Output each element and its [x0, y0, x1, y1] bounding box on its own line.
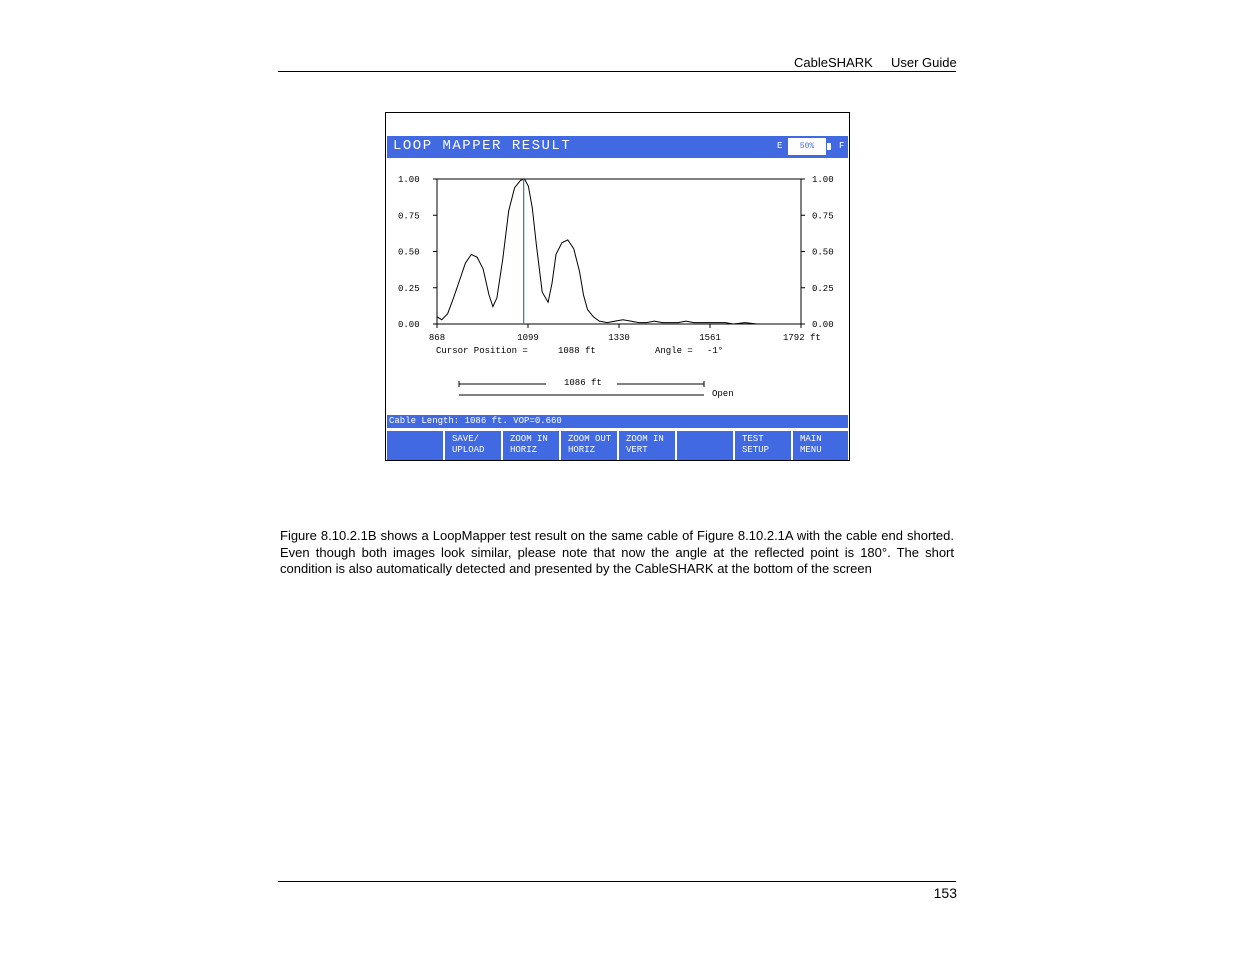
- cable-length-diagram: [386, 373, 849, 403]
- angle-value: -1°: [707, 346, 724, 356]
- zoom-out-horiz-button[interactable]: ZOOM OUT HORIZ: [561, 431, 617, 460]
- screen-title: LOOP MAPPER RESULT: [393, 138, 572, 154]
- y-tick-label-right: 0.25: [812, 283, 834, 294]
- test-setup-button[interactable]: TEST SETUP: [735, 431, 791, 460]
- y-tick-label-left: 0.25: [398, 283, 420, 294]
- zoom-in-horiz-button[interactable]: ZOOM IN HORIZ: [503, 431, 559, 460]
- x-tick-label: 1330: [608, 333, 630, 343]
- reflection-trace: [437, 179, 801, 324]
- y-tick-label-left: 0.75: [398, 211, 420, 222]
- x-tick-label: 868: [428, 333, 446, 343]
- softkey-row: [386, 431, 849, 460]
- cable-length-marker: 1086 ft: [564, 378, 602, 388]
- battery-indicator: 50%: [788, 138, 826, 155]
- softkey-1[interactable]: [387, 431, 443, 460]
- x-tick-label: 1099: [517, 333, 539, 343]
- screen-title-bar: [387, 136, 848, 158]
- battery-tip: [827, 143, 831, 150]
- cursor-position-value: 1088 ft: [558, 346, 596, 356]
- main-menu-button[interactable]: MAIN MENU: [793, 431, 848, 460]
- softkey-6[interactable]: [677, 431, 733, 460]
- page-number: 153: [933, 885, 957, 901]
- termination-status: Open: [712, 389, 734, 399]
- save-upload-button[interactable]: SAVE/ UPLOAD: [445, 431, 501, 460]
- y-tick-label-right: 0.50: [812, 247, 834, 258]
- status-bar: Cable Length: 1086 ft. VOP=0.660: [387, 415, 848, 428]
- x-tick-label: 1561: [699, 333, 721, 343]
- y-tick-label-right: 0.00: [812, 320, 834, 330]
- header-rule: [278, 71, 956, 72]
- y-tick-label-left: 0.50: [398, 247, 420, 258]
- x-tick-label: 1792 ft: [783, 333, 821, 343]
- zoom-in-vert-button[interactable]: ZOOM IN VERT: [619, 431, 675, 460]
- y-tick-label-left: 1.00: [398, 175, 420, 185]
- angle-label: Angle =: [655, 346, 693, 356]
- header-product: CableSHARK: [794, 55, 873, 70]
- footer-rule: [278, 881, 956, 882]
- loop-mapper-chart: [386, 168, 849, 343]
- device-screen: [385, 112, 850, 461]
- y-tick-label-right: 0.75: [812, 211, 834, 222]
- figure-caption: Figure 8.10.2.1B shows a LoopMapper test result on the same cable of Figure 8.10.2.1A with the cable end shorted. Even though both images look similar, please note that now the angle at the reflected point is 180°. The short condition is also automatically detected and presented by the CableSHARK at the bottom of the screen: [280, 528, 954, 576]
- cursor-position-label: Cursor Position =: [436, 346, 528, 356]
- y-tick-label-left: 0.00: [398, 320, 420, 330]
- header-doc-title: User Guide: [891, 55, 957, 70]
- battery-empty-label: E: [777, 141, 783, 151]
- y-tick-label-right: 1.00: [812, 175, 834, 185]
- battery-full-label: F: [839, 141, 845, 151]
